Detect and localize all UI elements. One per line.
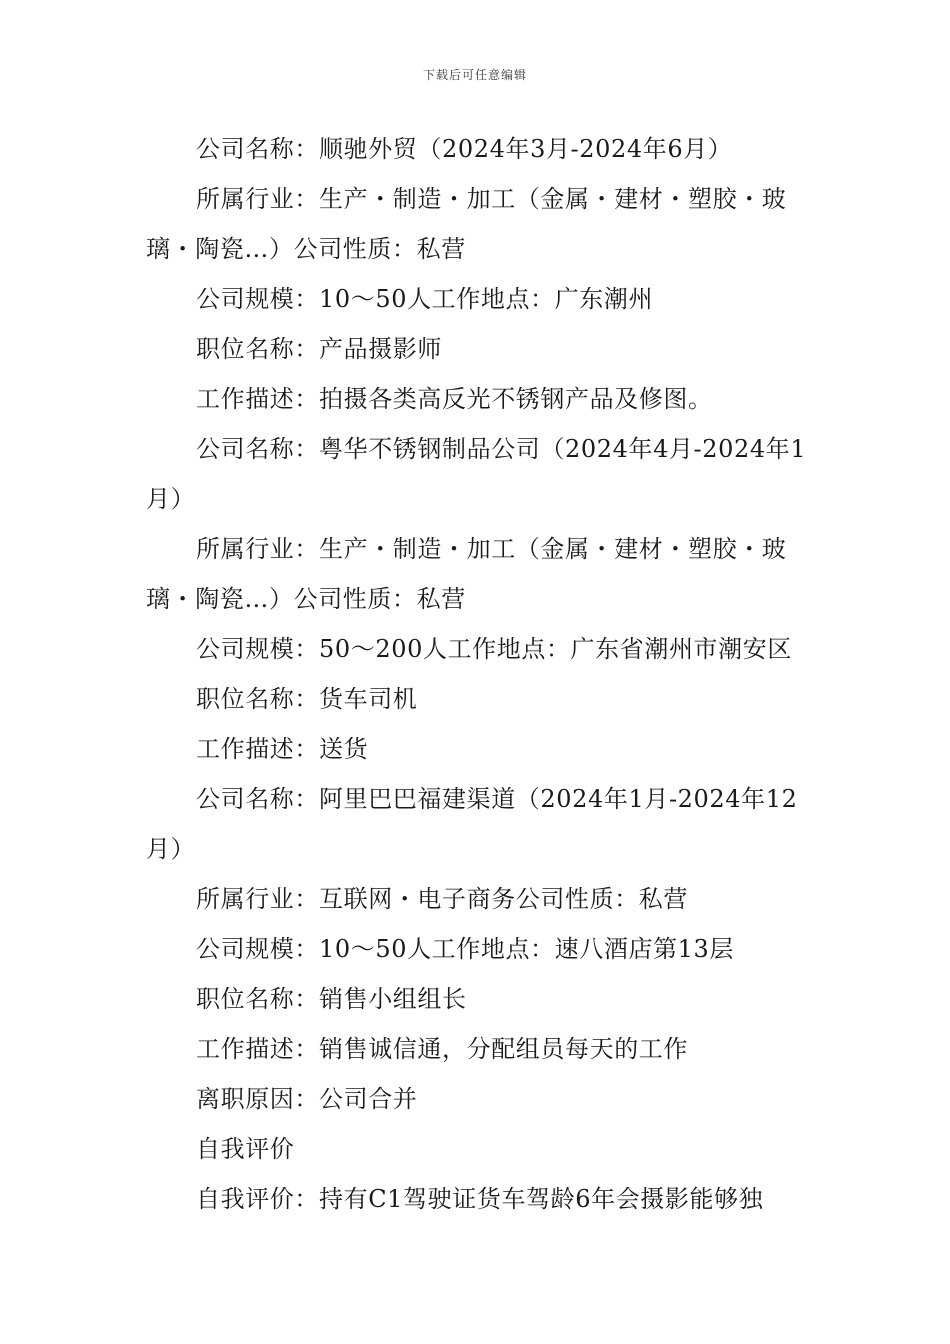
job2-scale-location: 公司规模：50～200人工作地点：广东省潮州市潮安区 [196, 635, 792, 663]
page-header-note: 下载后可任意编辑 [422, 68, 527, 82]
document-body [146, 124, 810, 1224]
self-evaluation-text: 自我评价：持有C1驾驶证货车驾龄6年会摄影能够独 [196, 1185, 764, 1213]
job3-leave-reason: 离职原因：公司合并 [196, 1085, 418, 1113]
job2-position: 职位名称：货车司机 [196, 685, 418, 713]
job1-description: 工作描述：拍摄各类高反光不锈钢产品及修图。 [196, 385, 713, 413]
job1-company-name: 公司名称：顺驰外贸（2024年3月-2024年6月） [196, 135, 733, 163]
job2-description: 工作描述：送货 [196, 735, 369, 763]
job2-company-name: 公司名称：粤华不锈钢制品公司（2024年4月-2024年1月） [146, 435, 807, 513]
job1-industry-nature: 所属行业：生产・制造・加工（金属・建材・塑胶・玻璃・陶瓷…）公司性质：私营 [146, 185, 787, 263]
self-evaluation-heading: 自我评价 [196, 1135, 295, 1163]
job2-industry-nature: 所属行业：生产・制造・加工（金属・建材・塑胶・玻璃・陶瓷…）公司性质：私营 [146, 535, 787, 613]
job3-company-name: 公司名称：阿里巴巴福建渠道（2024年1月-2024年12月） [146, 785, 798, 863]
job3-scale-location: 公司规模：10～50人工作地点：速八酒店第13层 [196, 935, 735, 963]
job3-position: 职位名称：销售小组组长 [196, 985, 467, 1013]
job1-scale-location: 公司规模：10～50人工作地点：广东潮州 [196, 285, 654, 313]
job3-description: 工作描述：销售诚信通，分配组员每天的工作 [196, 1035, 688, 1063]
job3-industry-nature: 所属行业：互联网・电子商务公司性质：私营 [196, 885, 688, 913]
job1-position: 职位名称：产品摄影师 [196, 335, 442, 363]
